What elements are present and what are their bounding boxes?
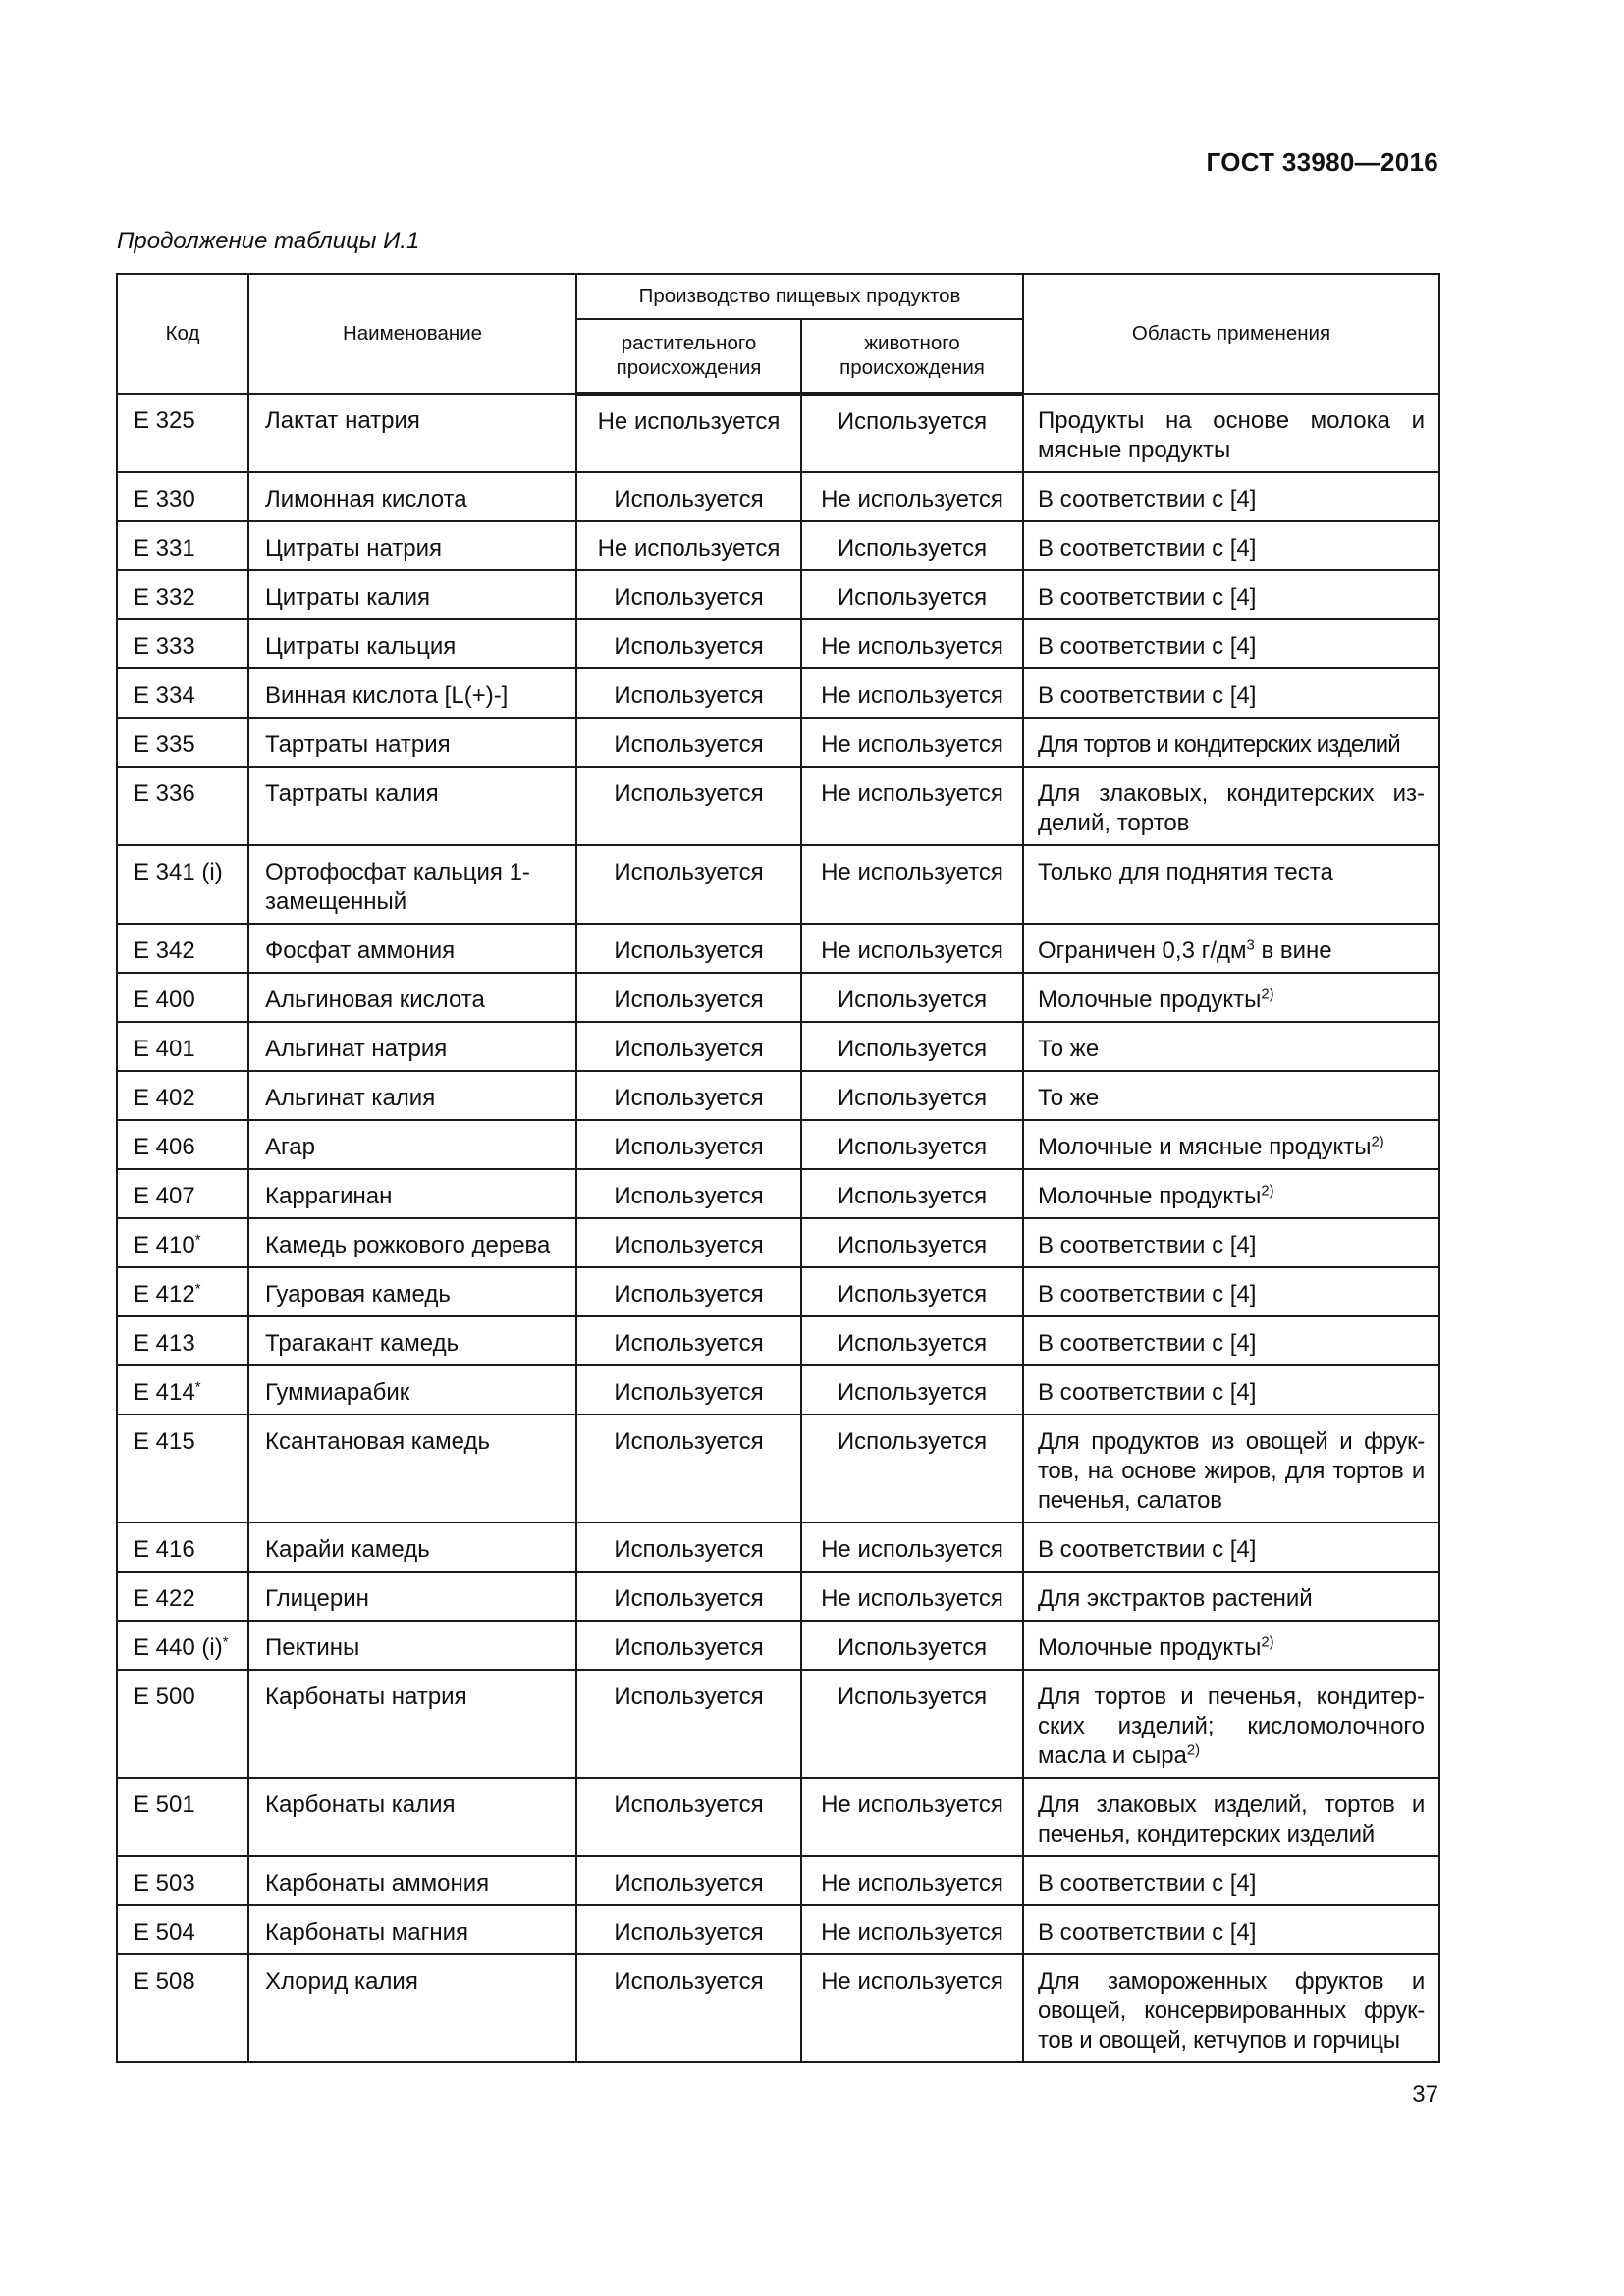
additive-code-cell — [117, 1169, 248, 1218]
animal-origin-status: Используется — [801, 1169, 1023, 1218]
additive-code: Е 410 — [134, 1232, 195, 1258]
application-scope: Для тортов и кондитерских изделий — [1038, 731, 1400, 758]
table-row — [117, 1071, 1439, 1120]
application-scope: Только для поднятия теста — [1038, 859, 1333, 885]
application-scope: Для злаковых, кондитерских из-делий, тортов — [1038, 780, 1425, 836]
additive-code-cell — [117, 1071, 248, 1120]
application-scope-cell — [1023, 1120, 1439, 1169]
additive-code: Е 440 (i) — [134, 1634, 223, 1661]
additive-name: Тартраты натрия — [248, 718, 576, 767]
application-scope-cell — [1023, 668, 1439, 718]
plant-origin-status: Используется — [576, 1316, 801, 1365]
table-row — [117, 1316, 1439, 1365]
application-scope: В соответствии с [4] — [1038, 682, 1257, 709]
additive-code: Е 325 — [134, 407, 195, 434]
plant-origin-status: Используется — [576, 668, 801, 718]
animal-origin-status: Используется — [801, 1670, 1023, 1778]
additive-code-cell — [117, 1954, 248, 2062]
plant-origin-status: Используется — [576, 1621, 801, 1670]
application-scope-cell — [1023, 1218, 1439, 1267]
table-row — [117, 1365, 1439, 1415]
plant-origin-status: Используется — [576, 570, 801, 619]
animal-origin-status: Используется — [801, 570, 1023, 619]
additive-code: Е 412 — [134, 1281, 195, 1308]
application-scope-cell — [1023, 1778, 1439, 1856]
application-scope: Ограничен 0,3 г/дм — [1038, 937, 1247, 964]
additive-code: Е 335 — [134, 731, 195, 758]
additive-name: Карайи камедь — [248, 1522, 576, 1572]
application-scope: Для замороженных фруктов и овощей, консервированных фрук-тов и овощей, кетчупов и горчицы — [1038, 1968, 1425, 2054]
additive-code-cell — [117, 1522, 248, 1572]
application-scope: В соответствии с [4] — [1038, 1330, 1257, 1357]
additive-code-cell — [117, 1856, 248, 1905]
table-continuation-caption: Продолжение таблицы И.1 — [117, 228, 420, 254]
additive-code: Е 501 — [134, 1791, 195, 1818]
plant-origin-status: Используется — [576, 472, 801, 521]
animal-origin-status: Не используется — [801, 718, 1023, 767]
additive-code: Е 333 — [134, 633, 195, 660]
application-scope: Молочные продукты — [1038, 1183, 1262, 1209]
application-scope-cell — [1023, 924, 1439, 973]
additive-code-cell — [117, 1670, 248, 1778]
additive-name: Гуаровая камедь — [248, 1267, 576, 1316]
plant-origin-status: Используется — [576, 1522, 801, 1572]
additive-name: Хлорид калия — [248, 1954, 576, 2062]
application-scope: То же — [1038, 1036, 1100, 1062]
table-row — [117, 1267, 1439, 1316]
footnote-reference: 3 — [1246, 937, 1255, 954]
plant-origin-status: Используется — [576, 1120, 801, 1169]
additive-code-cell — [117, 570, 248, 619]
additive-code: Е 402 — [134, 1085, 195, 1111]
table-row — [117, 1954, 1439, 2062]
additive-code-cell — [117, 1778, 248, 1856]
plant-origin-status: Используется — [576, 619, 801, 668]
plant-origin-status: Не используется — [576, 521, 801, 570]
plant-origin-status: Используется — [576, 1954, 801, 2062]
footnote-reference: 2) — [1371, 1134, 1384, 1150]
additive-code: Е 413 — [134, 1330, 195, 1357]
table-row — [117, 570, 1439, 619]
application-scope: В соответствии с [4] — [1038, 633, 1257, 660]
additive-code-cell — [117, 1621, 248, 1670]
footnote-reference: 2) — [1261, 1183, 1274, 1200]
plant-origin-status: Используется — [576, 973, 801, 1022]
animal-origin-status: Используется — [801, 1218, 1023, 1267]
table-row — [117, 668, 1439, 718]
additive-code: Е 331 — [134, 535, 195, 561]
application-scope: Молочные продукты — [1038, 1634, 1262, 1661]
footnote-mark: * — [194, 1232, 201, 1249]
additive-name: Камедь рожкового дерева — [248, 1218, 576, 1267]
footnote-reference: 2) — [1261, 987, 1274, 1003]
footnote-mark: * — [194, 1281, 201, 1298]
application-scope-cell — [1023, 619, 1439, 668]
additive-name: Гуммиарабик — [248, 1365, 576, 1415]
animal-origin-status: Используется — [801, 1071, 1023, 1120]
footnote-reference: 2) — [1186, 1742, 1201, 1759]
application-scope-cell — [1023, 1670, 1439, 1778]
additive-name: Альгинат натрия — [248, 1022, 576, 1071]
additive-name: Карбонаты магния — [248, 1905, 576, 1954]
plant-origin-status: Используется — [576, 1169, 801, 1218]
food-additives-table — [116, 273, 1440, 2063]
additive-code: Е 416 — [134, 1536, 195, 1563]
additive-code-cell — [117, 845, 248, 924]
plant-origin-status: Используется — [576, 1905, 801, 1954]
additive-code-cell — [117, 1572, 248, 1621]
additive-code: Е 406 — [134, 1134, 195, 1160]
additive-code-cell — [117, 1267, 248, 1316]
additive-code: Е 508 — [134, 1968, 195, 1995]
table-row — [117, 973, 1439, 1022]
header-scope: Область применения — [1023, 274, 1439, 394]
additive-code-cell — [117, 1120, 248, 1169]
animal-origin-status: Используется — [801, 1022, 1023, 1071]
application-scope: В соответствии с [4] — [1038, 1536, 1257, 1563]
animal-origin-status: Не используется — [801, 924, 1023, 973]
application-scope-cell — [1023, 1621, 1439, 1670]
additive-name: Винная кислота [L(+)-] — [248, 668, 576, 718]
additive-code-cell — [117, 718, 248, 767]
application-scope-tail: в вине — [1254, 937, 1332, 964]
additive-code-cell — [117, 1316, 248, 1365]
additive-code: Е 415 — [134, 1428, 195, 1455]
application-scope-cell — [1023, 718, 1439, 767]
additive-code: Е 504 — [134, 1919, 195, 1946]
application-scope-cell — [1023, 845, 1439, 924]
plant-origin-status: Используется — [576, 718, 801, 767]
additive-code-cell — [117, 619, 248, 668]
plant-origin-status: Используется — [576, 767, 801, 845]
additive-code: Е 500 — [134, 1683, 195, 1710]
animal-origin-status: Не используется — [801, 767, 1023, 845]
table-row — [117, 924, 1439, 973]
additive-name: Агар — [248, 1120, 576, 1169]
application-scope-cell — [1023, 1856, 1439, 1905]
table-row — [117, 1670, 1439, 1778]
application-scope-cell — [1023, 394, 1439, 472]
application-scope-cell — [1023, 1954, 1439, 2062]
animal-origin-status: Используется — [801, 973, 1023, 1022]
additive-name: Ксантановая камедь — [248, 1415, 576, 1522]
application-scope-cell — [1023, 1415, 1439, 1522]
table-row — [117, 1218, 1439, 1267]
additive-name: Каррагинан — [248, 1169, 576, 1218]
additive-name: Карбонаты калия — [248, 1778, 576, 1856]
table-row — [117, 1778, 1439, 1856]
table-row — [117, 521, 1439, 570]
header-code: Код — [117, 274, 248, 394]
additive-code: Е 330 — [134, 486, 195, 512]
animal-origin-status: Не используется — [801, 1778, 1023, 1856]
additive-code: Е 342 — [134, 937, 195, 964]
application-scope-cell — [1023, 1572, 1439, 1621]
application-scope-cell — [1023, 521, 1439, 570]
table-row — [117, 1621, 1439, 1670]
additive-code: Е 401 — [134, 1036, 195, 1062]
plant-origin-status: Используется — [576, 1267, 801, 1316]
footnote-mark: * — [194, 1379, 201, 1396]
plant-origin-status: Используется — [576, 1415, 801, 1522]
footnote-reference: 2) — [1261, 1634, 1274, 1651]
table-row — [117, 1522, 1439, 1572]
additive-name: Альгиновая кислота — [248, 973, 576, 1022]
header-animal-origin: животного происхождения — [801, 319, 1023, 394]
animal-origin-status: Используется — [801, 1316, 1023, 1365]
plant-origin-status: Используется — [576, 1778, 801, 1856]
table-row — [117, 472, 1439, 521]
application-scope: Для экстрактов растений — [1038, 1585, 1313, 1612]
additive-code-cell — [117, 394, 248, 472]
application-scope: В соответствии с [4] — [1038, 535, 1257, 561]
application-scope-cell — [1023, 1365, 1439, 1415]
animal-origin-status: Не используется — [801, 845, 1023, 924]
additive-code: Е 422 — [134, 1585, 195, 1612]
additive-name: Глицерин — [248, 1572, 576, 1621]
application-scope: То же — [1038, 1085, 1100, 1111]
document-standard-code: ГОСТ 33980—2016 — [1206, 147, 1438, 177]
additive-name: Лактат натрия — [248, 394, 576, 472]
application-scope-cell — [1023, 570, 1439, 619]
animal-origin-status: Используется — [801, 1415, 1023, 1522]
application-scope-cell — [1023, 1169, 1439, 1218]
application-scope: В соответствии с [4] — [1038, 1232, 1257, 1258]
animal-origin-status: Используется — [801, 1621, 1023, 1670]
animal-origin-status: Используется — [801, 521, 1023, 570]
application-scope: В соответствии с [4] — [1038, 1281, 1257, 1308]
application-scope: Для продуктов из овощей и фрук-тов, на основе жиров, для тортов и печенья, салатов — [1038, 1428, 1425, 1514]
application-scope-cell — [1023, 1022, 1439, 1071]
application-scope: В соответствии с [4] — [1038, 1379, 1257, 1406]
additive-code-cell — [117, 1905, 248, 1954]
plant-origin-status: Используется — [576, 1856, 801, 1905]
additive-code: Е 503 — [134, 1870, 195, 1896]
application-scope: Для злаковых изделий, тортов и печенья, кондитерских изделий — [1038, 1791, 1425, 1847]
table-row — [117, 1905, 1439, 1954]
animal-origin-status: Используется — [801, 1267, 1023, 1316]
table-row — [117, 1572, 1439, 1621]
additive-name: Ортофосфат кальция 1-замещенный — [248, 845, 576, 924]
additive-code: Е 334 — [134, 682, 195, 709]
additive-name: Цитраты натрия — [248, 521, 576, 570]
plant-origin-status: Используется — [576, 1022, 801, 1071]
table-row — [117, 1022, 1439, 1071]
additive-name: Тартраты калия — [248, 767, 576, 845]
plant-origin-status: Используется — [576, 924, 801, 973]
additive-name: Фосфат аммония — [248, 924, 576, 973]
application-scope-cell — [1023, 472, 1439, 521]
additive-name: Альгинат калия — [248, 1071, 576, 1120]
header-name: Наименование — [248, 274, 576, 394]
table-row — [117, 619, 1439, 668]
additive-code-cell — [117, 924, 248, 973]
table-row — [117, 1856, 1439, 1905]
plant-origin-status: Не используется — [576, 394, 801, 472]
application-scope: Молочные и мясные продукты — [1038, 1134, 1372, 1160]
table-row — [117, 1169, 1439, 1218]
plant-origin-status: Используется — [576, 845, 801, 924]
application-scope-cell — [1023, 1071, 1439, 1120]
animal-origin-status: Используется — [801, 1365, 1023, 1415]
animal-origin-status: Используется — [801, 1120, 1023, 1169]
additive-code-cell — [117, 472, 248, 521]
additive-name: Цитраты кальция — [248, 619, 576, 668]
application-scope: Молочные продукты — [1038, 987, 1262, 1013]
additive-name: Трагакант камедь — [248, 1316, 576, 1365]
application-scope: Для тортов и печенья, кондитер-ских изделий; кисломолочного масла и сыра — [1038, 1683, 1425, 1769]
application-scope-cell — [1023, 973, 1439, 1022]
table-row — [117, 1415, 1439, 1522]
table-row — [117, 394, 1439, 472]
additive-code-cell — [117, 668, 248, 718]
additive-code-cell — [117, 1365, 248, 1415]
additive-name: Карбонаты натрия — [248, 1670, 576, 1778]
application-scope: В соответствии с [4] — [1038, 1919, 1257, 1946]
plant-origin-status: Используется — [576, 1218, 801, 1267]
table-row — [117, 845, 1439, 924]
application-scope-cell — [1023, 1905, 1439, 1954]
table-row — [117, 718, 1439, 767]
animal-origin-status: Не используется — [801, 668, 1023, 718]
animal-origin-status: Не используется — [801, 472, 1023, 521]
additive-code: Е 400 — [134, 987, 195, 1013]
animal-origin-status: Не используется — [801, 1856, 1023, 1905]
animal-origin-status: Не используется — [801, 1572, 1023, 1621]
application-scope: В соответствии с [4] — [1038, 1870, 1257, 1896]
additive-code: Е 407 — [134, 1183, 195, 1209]
table-row — [117, 1120, 1439, 1169]
animal-origin-status: Не используется — [801, 619, 1023, 668]
table-row — [117, 767, 1439, 845]
additive-code-cell — [117, 521, 248, 570]
additive-code-cell — [117, 1415, 248, 1522]
application-scope-cell — [1023, 767, 1439, 845]
animal-origin-status: Не используется — [801, 1954, 1023, 2062]
plant-origin-status: Используется — [576, 1071, 801, 1120]
additive-name: Лимонная кислота — [248, 472, 576, 521]
application-scope-cell — [1023, 1267, 1439, 1316]
plant-origin-status: Используется — [576, 1365, 801, 1415]
additive-code: Е 341 (i) — [134, 859, 223, 885]
additive-code-cell — [117, 973, 248, 1022]
additive-code-cell — [117, 1218, 248, 1267]
plant-origin-status: Используется — [576, 1572, 801, 1621]
footnote-mark: * — [222, 1634, 229, 1651]
animal-origin-status: Используется — [801, 394, 1023, 472]
additive-name: Карбонаты аммония — [248, 1856, 576, 1905]
application-scope: В соответствии с [4] — [1038, 486, 1257, 512]
application-scope: Продукты на основе молока и мясные продукты — [1038, 407, 1425, 463]
additive-code-cell — [117, 1022, 248, 1071]
application-scope: В соответствии с [4] — [1038, 584, 1257, 611]
application-scope-cell — [1023, 1522, 1439, 1572]
additive-name: Цитраты калия — [248, 570, 576, 619]
additive-code: Е 336 — [134, 780, 195, 807]
additive-code: Е 414 — [134, 1379, 195, 1406]
animal-origin-status: Не используется — [801, 1522, 1023, 1572]
additive-name: Пектины — [248, 1621, 576, 1670]
animal-origin-status: Не используется — [801, 1905, 1023, 1954]
additive-code: Е 332 — [134, 584, 195, 611]
page-number: 37 — [1412, 2081, 1438, 2108]
header-production: Производство пищевых продуктов — [576, 274, 1023, 319]
plant-origin-status: Используется — [576, 1670, 801, 1778]
header-plant-origin: растительного происхождения — [576, 319, 801, 394]
additive-code-cell — [117, 767, 248, 845]
application-scope-cell — [1023, 1316, 1439, 1365]
